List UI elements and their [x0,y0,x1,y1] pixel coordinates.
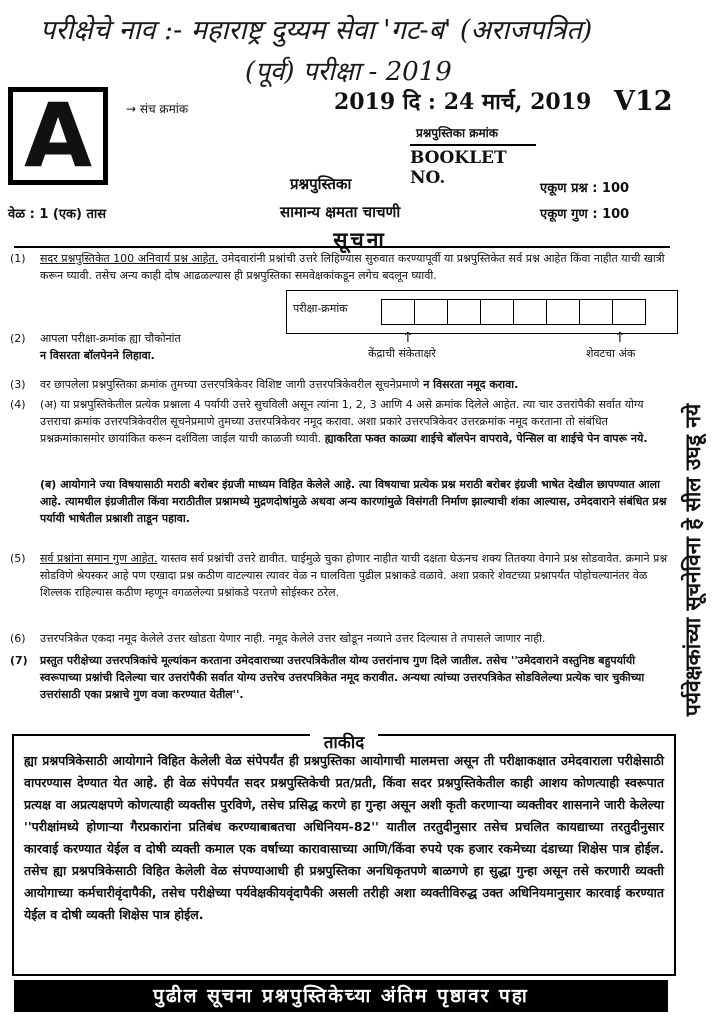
instruction-3: (3) वर छापलेला प्रश्नपुस्तिका क्रमांक तुमच्या उत्तरपत्रिकेवर विशिष्ट जागी उत्तरपत्रिकेवरील सूचनेप्रमाणे न विसरता नमूद करावा. [10,378,519,391]
roll-cell[interactable] [414,299,448,325]
total-marks: एकूण गुण : 100 [540,207,630,222]
seal-warning-sidebar: पर्यवेक्षकांच्या सूचनेविना हे सील उघडू नये [681,403,705,717]
roll-cell[interactable] [612,299,646,325]
roll-number-box[interactable] [286,290,678,334]
roll-cell[interactable] [480,299,514,325]
footer-notice: पुढील सूचना प्रश्नपुस्तिकेच्या अंतिम पृष्ठावर पहा [14,980,668,1012]
roll-number-label: परीक्षा-क्रमांक [293,302,348,315]
instructions-title: सूचना [333,228,387,252]
roll-number-cells[interactable] [382,299,646,323]
last-digit-label: ↑ शेवटचा अंक [586,330,636,360]
warning-title: ताकीद [14,730,674,753]
instruction-1: (1) सदर प्रश्नपुस्तिकेत 100 अनिवार्य प्रश्न आहेत. उमेदवारांनी प्रश्नांची उत्तरे लिहिण्यास सुरुवात करण्यापूर्वी या प्रश्नपुस्तिकेत सर्व प्रश्न आहेत किंवा नाहीत याची खात्री करून घ्यावी. तसेच अन्य काही दोष आढळल्यास ही प्रश्नपुस्तिका समवेक्षकांकडून लगेच बदलून घ्यावी. [10,252,665,282]
instruction-5: (5) सर्व प्रश्नांना समान गुण आहेत. यास्तव सर्व प्रश्नांची उत्तरे द्यावीत. घाईमुळे चुका होणार नाहीत याची दक्षता घेऊनच शक्य तितक्या वेगाने प्रश्न सोडवावेत. क्रमाने प्रश्न सोडविणे श्रेयस्कर आहे पण एखादा प्रश्न कठीण वाटल्यास त्यावर वेळ न घालविता पुढील प्रश्नाकडे वळावे. अशा प्रकारे शेवटच्या प्रश्नापर्यंत पोहोचल्यानंतर वेळ शिल्लक राहिल्यास कठीण म्हणून वगळलेल्या प्रश्नांकडे परतणे सोईस्कर ठरेल. [10,552,668,599]
version-code: V12 [614,86,673,117]
instruction-2: (2) आपला परीक्षा-क्रमांक ह्या चौकोनांत न विसरता बॉलपेनने लिहावा. [10,332,181,362]
centre-code-label: ↑ केंद्राची संकेताक्षरे [368,330,436,360]
roll-cell[interactable] [579,299,613,325]
series-label: → संच क्रमांक [126,102,189,116]
instruction-7: (7) प्रस्तुत परीक्षेच्या उत्तरपत्रिकांचे मूल्यांकन करताना उमेदवाराच्या उत्तरपत्रिकेतील योग्य उत्तरांनाच गुण दिले जातील. तसेच ''उमेदवाराने वस्तुनिष्ठ बहुपर्यायी स्वरूपाच्या प्रश्नांची दिलेल्या चार उत्तरांपैकी सर्वात योग्य उत्तरेच उत्तरपत्रिकेत नमूद करावीत. अन्यथा त्यांच्या उत्तरपत्रिकेत सोडविलेल्या प्रत्येक चार चुकीच्या उत्तरांसाठी एका प्रश्नाचे गुण वजा करण्यात येतील''. [10,654,645,701]
booklet-title: प्रश्नपुस्तिका [290,175,352,193]
booklet-label-marathi: प्रश्नपुस्तिका क्रमांक [416,126,498,140]
instruction-4a: (4) (अ) या प्रश्नपुस्तिकेतील प्रत्येक प्रश्नाला 4 पर्यायी उत्तरे सुचविली असून त्यांना 1, 2, 3 आणि 4 असे क्रमांक दिलेले आहेत. त्या चार उत्तरांपैकी सर्वात योग्य उत्तराचा क्रमांक उत्तरपत्रिकेवरील सूचनेप्रमाणे तुमच्या उत्तरपत्रिकेवर नमूद करावा. अशा प्रकारे उत्तरपत्रिकेवर उत्तरक्रमांक नमूद करताना तो संबंधित प्रश्नक्रमांकासमोर छायांकित करून दर्शविला जाईल याची काळजी घ्यावी. ह्याकरिता फक्त काळ्या शाईचे बॉलपेन वापरावे, पेन्सिल वा शाईचे पेन वापरू नये. [10,398,648,445]
subject-title: सामान्य क्षमता चाचणी [280,203,401,221]
warning-body: ह्या प्रश्नपत्रिकेसाठी आयोगाने विहित केलेली वेळ संपेपर्यंत ही प्रश्नपुस्तिका आयोगाची मालमत्ता असून ती परीक्षाकक्षात उमेदवाराला परीक्षेसाठी वापरण्यास देण्यात येत आहे. ही वेळ संपेपर्यंत सदर प्रश्नपुस्तिकेची प्रत/प्रती, किंवा सदर प्रश्नपुस्तिकेतील काही आशय कोणत्याही स्वरूपात प्रत्यक्ष वा अप्रत्यक्षपणे कोणत्याही व्यक्तीस पुरविणे, तसेच प्रसिद्ध करणे हा गुन्हा असून अशी कृती करणाऱ्या व्यक्तीवर शासनाने जारी केलेल्या ''परीक्षांमध्ये होणाऱ्या गैरप्रकारांना प्रतिबंध करण्याबाबतचा अधिनियम-82'' यातील तरतुदीनुसार तसेच प्रचलित कायद्याच्या तरतुदीनुसार कारवाई करण्यात येईल व दोषी व्यक्ती कमाल एक वर्षाच्या कारावासाच्या आणि/किंवा रुपये एक हजार रकमेच्या दंडाच्या शिक्षेस पात्र होईल. तसेच ह्या प्रश्नपत्रिकेसाठी विहित केलेली वेळ संपण्याआधी ही प्रश्नपुस्तिका अनधिकृतपणे बाळगणे हा सुद्धा गुन्हा असून तसे करणारी व्यक्ती आयोगाच्या कर्मचारीवृंदापैकी, तसेच परीक्षेच्या पर्यवेक्षकीयवृंदापैकी असली तरीही अशा व्यक्तीविरुद्ध उक्त अधिनियमानुसार कारवाई करण्यात येईल व दोषी व्यक्ती शिक्षेस पात्र होईल. [24,753,664,922]
roll-cell[interactable] [546,299,580,325]
roll-cell[interactable] [513,299,547,325]
warning-box [12,734,676,976]
instructions-rule [14,246,670,248]
handwritten-date: 2019 दि : 24 मार्च, 2019 [334,89,592,115]
booklet-label-english: BOOKLET NO. [410,144,536,188]
set-letter-box: A [8,87,108,185]
exam-time: वेळ : 1 (एक) तास [8,207,107,222]
handwritten-exam-name: परीक्षेचे नाव :- महाराष्ट्र दुय्यम सेवा 'गट-ब' (अराजपत्रित) [40,15,593,46]
instruction-6: (6) उत्तरपत्रिकेत एकदा नमूद केलेले उत्तर खोडता येणार नाही. नमूद केलेले उत्तर खोडून नव्याने उत्तर दिल्यास ते तपासले जाणार नाही. [10,632,546,645]
instruction-4b: (ब) आयोगाने ज्या विषयासाठी मराठी बरोबर इंग्रजी माध्यम विहित केलेले आहे. त्या विषयाचा प्रत्येक प्रश्न मराठी बरोबर इंग्रजी भाषेत देखील छापण्यात आला आहे. त्यामधील इंग्रजीतील किंवा मराठीतील प्रश्नामध्ये मुद्रणदोषांमुळे अथवा अन्य कारणांमुळे विसंगती निर्माण झाल्याची शंका आल्यास, उमेदवाराने संबंधित प्रश्न पर्यायी भाषेतील प्रश्नाशी ताडून पहावा. [40,478,667,525]
total-questions: एकूण प्रश्न : 100 [540,181,630,196]
handwritten-exam-type: (पूर्व) परीक्षा - 2019 [245,57,452,87]
roll-cell[interactable] [447,299,481,325]
roll-cell[interactable] [381,299,415,325]
